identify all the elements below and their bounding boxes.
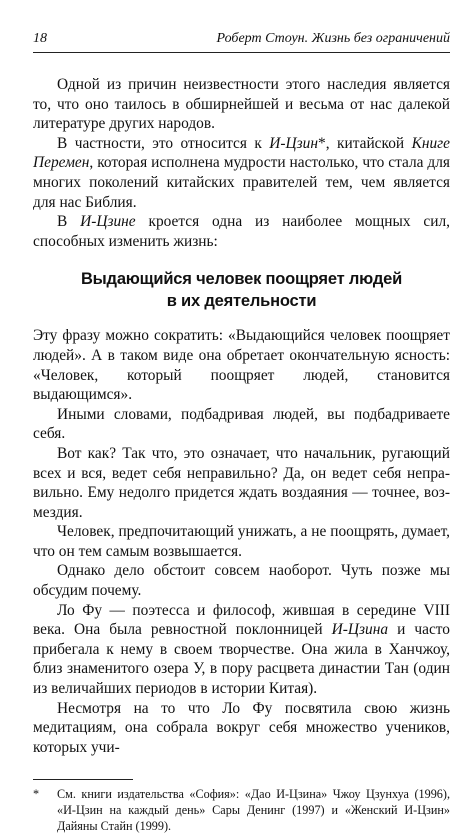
footnote-mark: * (33, 787, 40, 802)
running-head (33, 30, 450, 50)
footnote-text: См. книги издательства «София»: «Дао И-Цзина» Чжоу Цзунхуа (1996), «И-Цзин на каждый день» Сары Денинг (1997) и «Женский И-Цзин» Дайяны Стайн (1999). (57, 787, 450, 834)
section-heading (33, 268, 450, 312)
italic-text: И-Цзин (269, 134, 318, 152)
italic-text: И-Цзина (331, 621, 389, 639)
paragraph (33, 522, 450, 561)
text-run: Иными словами, подбадривая людей, вы подбадриваете себя. (33, 405, 450, 443)
italic-text: И-Цзине (80, 213, 136, 231)
paragraph (33, 699, 450, 758)
footnote (33, 786, 450, 834)
paragraph (33, 212, 450, 251)
text-run: Вот как? Так что, это означает, что начальник, ругающий всех и вся, ведет себя неправильно? Да, он ведет себя неправильно. Ему недолго придется ждать воздаяния — точнее, возмездия. (33, 444, 450, 521)
book-page (33, 30, 450, 834)
text-run: В (57, 213, 81, 231)
text-run: *, китайской (318, 134, 412, 152)
text-run: Человек, предпочитающий унижать, а не поощрять, думает, что он тем самым возвышается. (33, 523, 450, 560)
paragraph (33, 561, 450, 600)
text-run: Эту фразу можно сократить: «Выдающийся человек поощряет людей». А в таком виде она обретает окончательную ясность: «Человек, который поощряет людей, становится выдающимся». (33, 327, 450, 404)
page-number: 18 (33, 31, 47, 46)
paragraph (33, 405, 450, 444)
text-run: , которая исполнена мудрости настолько, что стала для многих поколений китайских правителей тем, чем является для нас Библия. (33, 154, 450, 211)
paragraph (33, 444, 450, 522)
section-paragraphs (33, 326, 450, 757)
intro-paragraphs (33, 75, 450, 251)
text-run: Одной из причин неизвестности этого наследия является то, что оно таилось в обширнейшей и весьма от нас далекой литературе других народов. (33, 76, 450, 133)
text-run: В частности, это относится к (57, 134, 270, 152)
paragraph (33, 75, 450, 134)
footnote-rule (33, 779, 133, 780)
text-run: и часто прибегала к нему в своем творчестве. Она жила в Ханчжоу, близ знаменитого озера У, в пору расцвета династии Тан (один из величайших периодов в истории Китая). (33, 621, 450, 698)
italic-text: Книге Перемен (33, 134, 450, 172)
text-run: кроется одна из наиболее мощных сил, способных изменить жизнь: (33, 213, 450, 250)
paragraph (33, 134, 450, 212)
section-heading-line-2: в их деятельности (166, 292, 317, 311)
page-body (33, 75, 450, 757)
header-rule (33, 52, 450, 53)
paragraph (33, 326, 450, 404)
running-title: Роберт Стоун. Жизнь без ограничений (216, 31, 450, 46)
paragraph (33, 601, 450, 699)
text-run: Ло Фу — поэтесса и философ, жившая в середине VIII века. Она была ревностной поклонницей (33, 601, 450, 639)
text-run: Несмотря на то что Ло Фу посвятила свою жизнь медитациям, она собрала вокруг себя множество учеников, которых учи- (33, 699, 450, 756)
text-run: Однако дело обстоит совсем наоборот. Чуть позже мы обсудим почему. (33, 562, 450, 600)
section-heading-line-1: Выдающийся человек поощряет людей (80, 270, 403, 289)
